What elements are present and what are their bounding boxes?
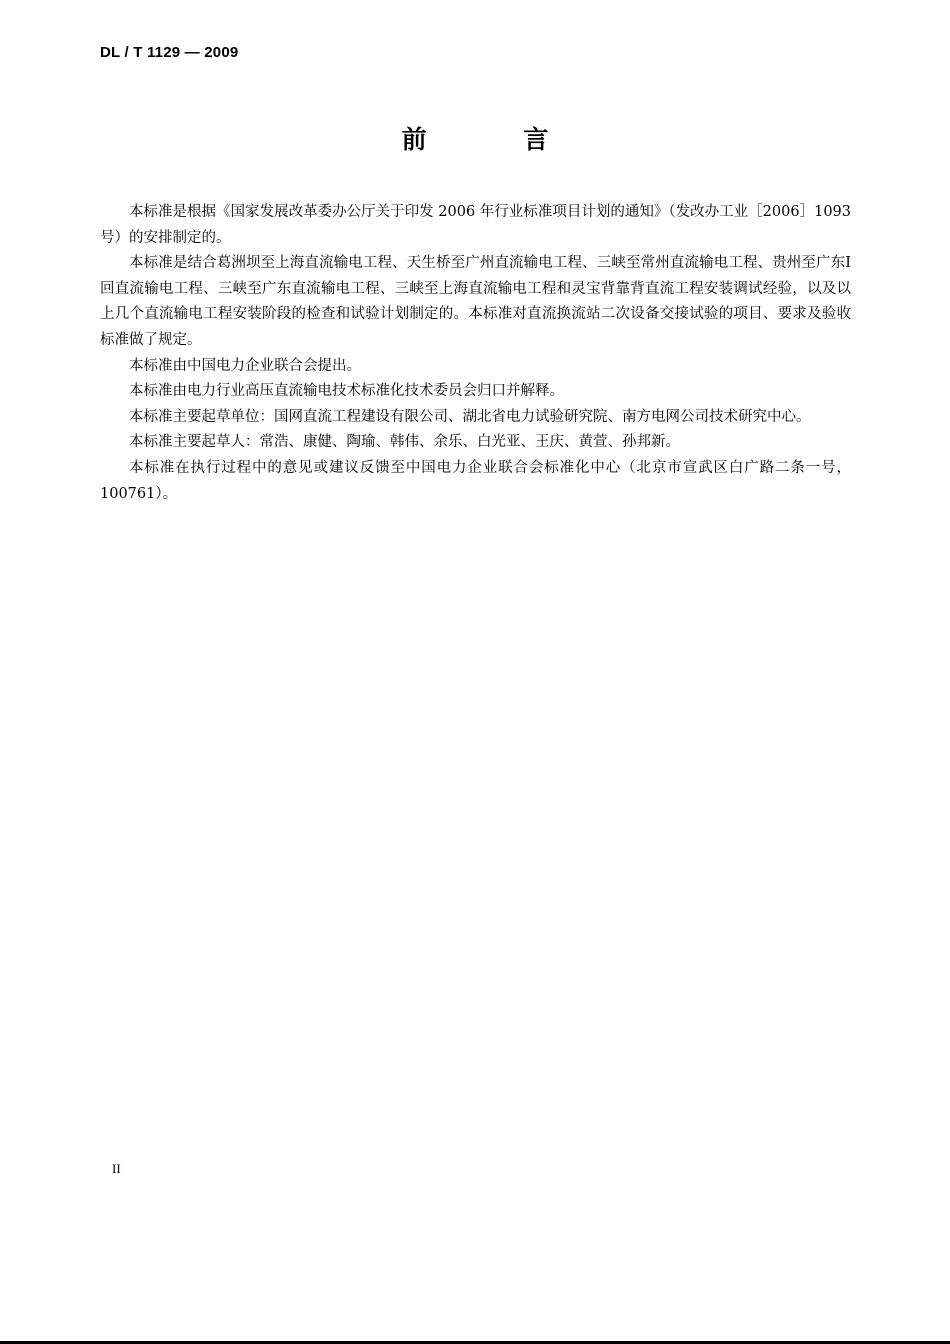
page-title: 前 言 [401,125,593,154]
paragraph-feedback: 本标准在执行过程中的意见或建议反馈至中国电力企业联合会标准化中心（北京市宣武区白广路二条一号，100761）。 [100,459,851,502]
paragraph-committee: 本标准由电力行业高压直流输电技术标准化技术委员会归口并解释。 [129,383,564,400]
paragraph-drafters: 本标准主要起草人：常浩、康健、陶瑜、韩伟、余乐、白光亚、王庆、黄萱、孙邦新。 [129,434,680,451]
foreword-body [100,200,851,507]
paragraph-projects-basis: 本标准是结合葛洲坝至上海直流输电工程、天生桥至广州直流输电工程、三峡至常州直流输电工程、贵州至广东Ⅰ回直流输电工程、三峡至广东直流输电工程、三峡至上海直流输电工程和灵宝背靠背直流工程安装调试经验，以及以上几个直流输电工程安装阶段的检查和试验计划制定的。本标准对直流换流站二次设备交接试验的项目、要求及验收标准做了规定。 [100,255,851,348]
standard-code-header: DL / T 1129 — 2009 [100,44,239,61]
paragraph-proposer: 本标准由中国电力企业联合会提出。 [129,357,361,374]
paragraph-plan-basis: 本标准是根据《国家发展改革委办公厅关于印发 2006 年行业标准项目计划的通知》（发改办工业［2006］1093 号）的安排制定的。 [100,204,851,246]
paragraph-drafting-units: 本标准主要起草单位：国网直流工程建设有限公司、湖北省电力试验研究院、南方电网公司技术研究中心。 [129,408,811,425]
page-number: II [112,1161,121,1176]
